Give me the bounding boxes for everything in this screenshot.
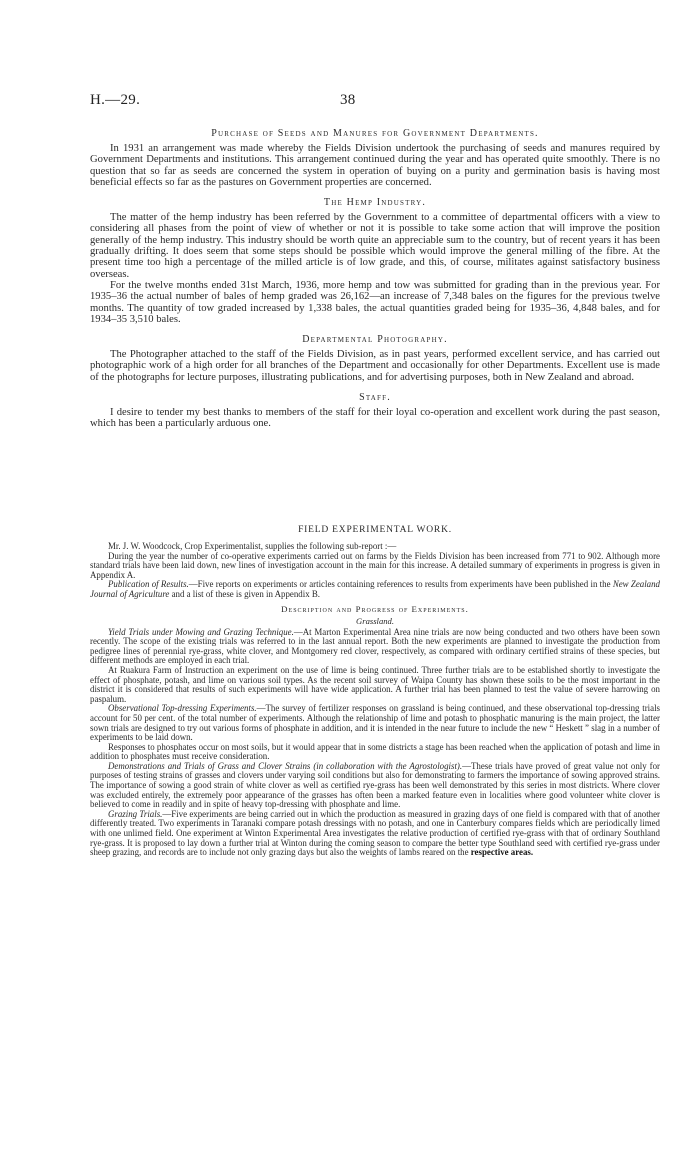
- paragraph-publication: [90, 580, 660, 599]
- paragraph-experiments-count: During the year the number of co-operative experiments carried out on farms by the Fields Division has been increased from 771 to 902. Although more standard trials have been laid down, new lines of investigation account in the main for this increase. A detailed summary of experiments in progress is given in Appendix A.: [90, 550, 660, 580]
- heading-staff: Staff.: [359, 392, 391, 404]
- paragraph-observational: [90, 704, 660, 742]
- heading-purchase: Purchase of Seeds and Manures for Government Departments.: [211, 128, 539, 139]
- text-yield-trials: —At Marton Experimental Area nine trials are now being conducted and two others have been sown recently. The scope of the existing trials was referred to in the last annual report. Both the new experiments are planned to investigate the production from pedigree lines of perennial rye-grass, white clover, and Montgomery red clover, respectively, as compared with ordinary certified strains of these species, but different methods are employed in each trial.: [90, 626, 660, 666]
- paragraph-photography: The Photographer attached to the staff of the Fields Division, as in past years, performed excellent service, and has carried out photographic work of a high order for all branches of the Department and occasionally for other Departments. Excellent use is made of the photographs for lecture purposes, illustrating publications, and for advertising purposes, both in New Zealand and abroad.: [90, 349, 660, 383]
- paragraph-staff: I desire to tender my best thanks to members of the staff for their loyal co-operation and excellent work during the past season, which has been a particularly arduous one.: [90, 407, 660, 430]
- text-observational: —The survey of fertilizer responses on grassland is being continued, and these observational top-dressing trials account for 50 per cent. of the total number of experiments. Although the relationship of lime and potash to phosphatic manuring is the main project, the latter sown trials are designed to try out various forms of phosphate in addition, and it is intended in the near future to include the new “ Heskett ” slag in a number of experiments to be laid down.: [90, 703, 661, 743]
- heading-photography: Departmental Photography.: [302, 334, 448, 346]
- lead-publication: Publication of Results.: [108, 579, 189, 590]
- text-publication-a: —Five reports on experiments or articles containing references to results from experiments have been published in the: [188, 579, 613, 590]
- report-upper-section: [90, 124, 660, 430]
- text-grazing-end: respective areas.: [470, 847, 534, 858]
- page-number: 38: [340, 92, 356, 108]
- paragraph-demonstrations: [90, 762, 660, 810]
- heading-field-experimental: FIELD EXPERIMENTAL WORK.: [298, 525, 452, 535]
- text-grazing: —Five experiments are being carried out in which the production as measured in grazing days of one field is compared with that of another differently treated. Two experiments in Taranaki compare potash dressings with no potash, and one in Canterbury compares fields which are periodically limed with one unlimed field. One experiment at Winton Experimental Area investigates the relative production of certified rye-grass with that of ordinary Southland rye-grass. It is proposed to lay down a further trial at Winton during the coming season to compare the better type Southland seed with certified rye-grass under sheep grazing, and records are to include not only grazing days but also the weights of lambs reared on the: [90, 808, 660, 858]
- document-code: H.—29.: [90, 92, 141, 108]
- lead-yield-trials: Yield Trials under Mowing and Grazing Technique.: [108, 626, 294, 637]
- paragraph-ruakura: At Ruakura Farm of Instruction an experiment on the use of lime is being continued. Three further trials are to be established shortly to investigate the effect of phosphate, potash, and lime on various soil types. As the recent soil survey of Waipa County has shown these soils to be the most important in the district it is considered that results of such experiments will have wide application. A further trial has been planned to test the value of severe harrowing on paspalum.: [90, 664, 660, 704]
- text-publication-b: and a list of these is given in Appendix B.: [169, 588, 321, 599]
- heading-hemp: The Hemp Industry.: [323, 197, 427, 209]
- paragraph-hemp-2: For the twelve months ended 31st March, 1936, more hemp and tow was submitted for grading than in the previous year. For 1935–36 the actual number of bales of hemp graded was 26,162—an increase of 7,348 bales on the figures for the previous twelve months. The quantity of tow graded increased by 1,338 bales, the actual quantities graded being for 1935–36, 4,848 bales, and for 1934–35 3,510 bales.: [90, 279, 660, 325]
- report-field-experimental-section: [90, 524, 660, 858]
- subheading-grassland: Grassland.: [356, 615, 394, 626]
- text-demonstrations: —These trials have proved of great value not only for purposes of testing strains of grasses and clovers under varying soil conditions but also for demonstrating to farmers the importance of sowing approved strains. The importance of sowing a good strain of white clover as well as certified rye-grass has been well demonstrated by this series in most districts. Where clover was excluded entirely, the extremely poor appearance of the grasses has often been a marked feature even in localities where good volunteer white clover is believed to come in readily and in spite of heavy top-dressing with phosphate and lime.: [90, 760, 660, 810]
- lead-grazing: Grazing Trials.: [108, 808, 163, 819]
- lead-observational: Observational Top-dressing Experiments.: [108, 703, 257, 714]
- paragraph-responses: Responses to phosphates occur on most soils, but it would appear that in some districts a stage has been reached when the application of potash and lime in addition to phosphates must receive consideration.: [90, 741, 660, 762]
- paragraph-intro: Mr. J. W. Woodcock, Crop Experimentalist, supplies the following sub-report :—: [108, 541, 397, 551]
- lead-demonstrations: Demonstrations and Trials of Grass and Clover Strains (in collaboration with the Agrostologist).: [108, 760, 463, 771]
- paragraph-purchase: In 1931 an arrangement was made whereby the Fields Division undertook the purchasing of seeds and manures required by Government Departments and institutions. This arrangement continued during the year and has operated quite smoothly. There is no question that so far as seeds are concerned the system in operation of buying on a purity and germination basis is having most beneficial effects so far as the pastures on Government properties are concerned.: [90, 143, 660, 188]
- paragraph-grazing: [90, 810, 660, 858]
- heading-description: Description and Progress of Experiments.: [281, 603, 469, 614]
- paragraph-hemp-1: The matter of the hemp industry has been referred by the Government to a committee of departmental officers with a view to considering all phases from the point of view of whether or not it is possible to take some action that will improve the position generally of the hemp industry. This industry should be worth quite an appreciable sum to the country, but of recent years it has been gradually drifting. It does seem that some steps should be possible which would improve the general milling of the fibre. At the present time too high a percentage of the milled article is of low grade, and this, of course, militates against satisfactory business overseas.: [90, 212, 660, 280]
- journal-title: New Zealand Journal of Agriculture: [90, 579, 660, 599]
- paragraph-yield-trials: [90, 628, 660, 666]
